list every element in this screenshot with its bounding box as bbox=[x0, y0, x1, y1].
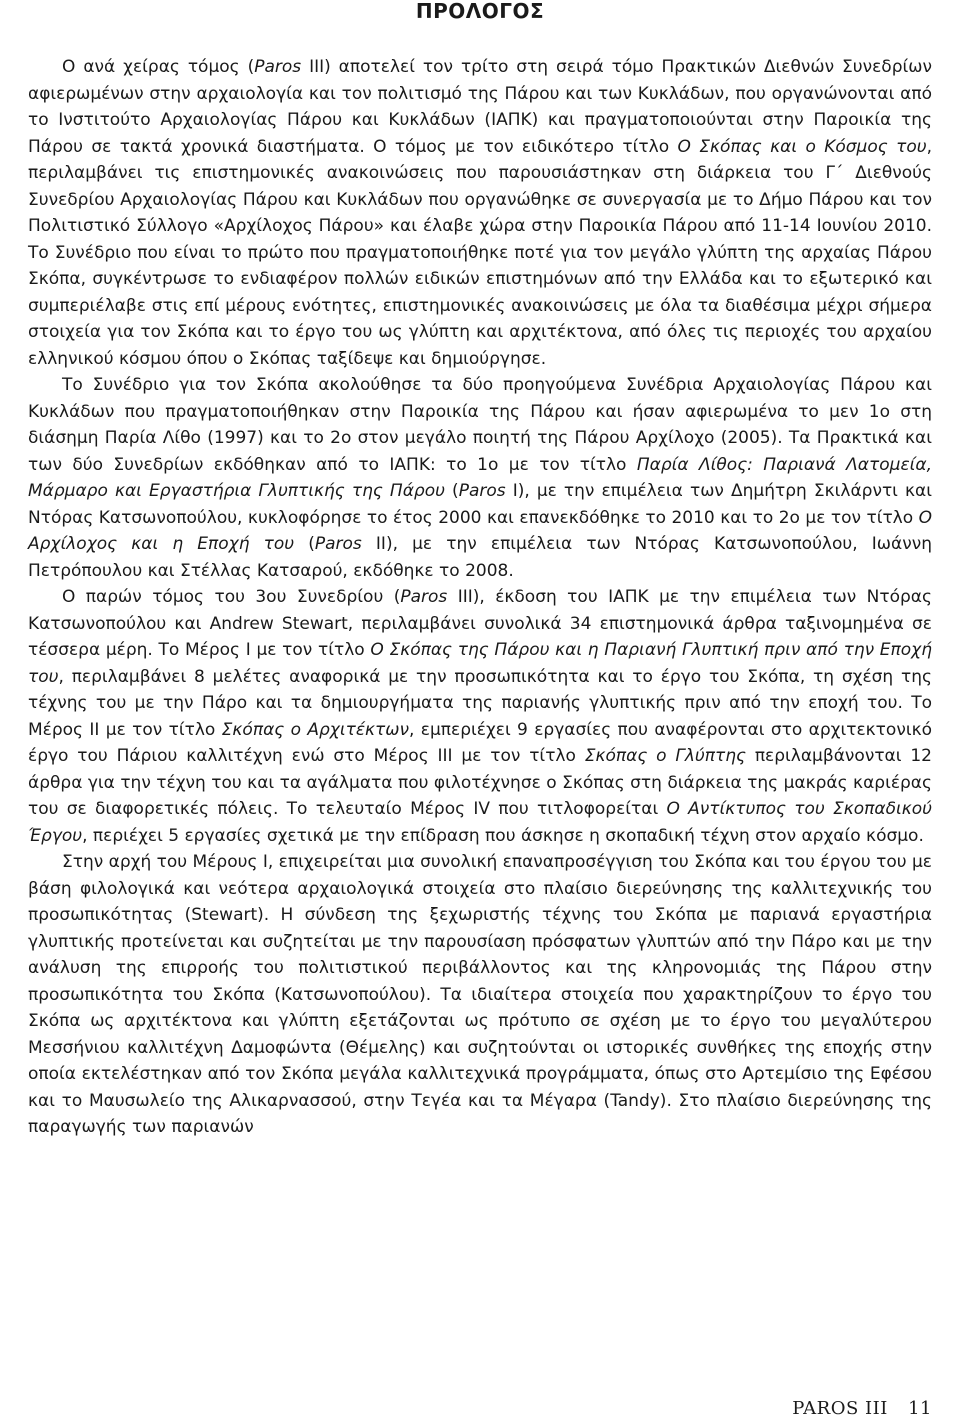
page-number: 11 bbox=[908, 1398, 932, 1419]
text-run: ( bbox=[294, 534, 315, 554]
paragraph bbox=[28, 849, 932, 1141]
italic-title: Σκόπας ο Αρχιτέκτων bbox=[221, 719, 410, 740]
text-run: περιλαμβάνονται 12 άρθρα για την τέχνη του και τα αγάλματα που φιλοτέχνησε ο Σκόπας στη διάρκεια της μακράς καριέρας του σε διαφορετικές πόλεις. Το τελευταίο Μέρος IV που τιτλοφορείται bbox=[28, 746, 932, 819]
text-run: Το Συνέδριο για τον Σκόπα ακολούθησε τα δύο προηγούμενα Συνέδρια Αρχαιολογίας Πάρου και Κυκλάδων που πραγματοποιήθηκαν στην Παροικία της Πάρου και ήσαν αφιερωμένα το μεν 1ο στη διάσημη Παρία Λίθο (1997) και το 2ο στον μεγάλο ποιητή της Πάρου Αρχίλοχο (2005). Τα Πρακτικά και των δύο Συνεδρίων εκδόθηκαν από το ΙΑΠΚ: το 1ο με τον τίτλο bbox=[28, 375, 932, 475]
italic-title: Ο Σκόπας και ο Κόσμος του bbox=[677, 136, 927, 157]
italic-title: Paros bbox=[254, 57, 302, 77]
paragraph bbox=[28, 54, 932, 372]
text-run: ( bbox=[444, 481, 459, 501]
italic-title: Σκόπας ο Γλύπτης bbox=[584, 746, 746, 766]
italic-title: Ο Σκόπας της Πάρου και η Παριανή Γλυπτική πριν από την Εποχή του bbox=[28, 640, 932, 687]
text-run: III) αποτελεί τον τρίτο στη σειρά τόμο Πρακτικών Διεθνών Συνεδρίων αφιερωμένων στην αρχαιολογία και τον πολιτισμό της Πάρου και των Κυκλάδων, που οργανώνονται από το Ινστιτούτο Αρχαιολογίας Πάρου και Κυκλάδων (ΙΑΠΚ) και πραγματοποιούνται στην Παροικία της Πάρου σε τακτά χρονικά διαστήματα. Ο τόμος με τον ειδικότερο τίτλο bbox=[28, 57, 932, 157]
italic-title: Paros bbox=[458, 481, 506, 501]
text-run: Ο παρών τόμος του 3ου Συνεδρίου ( bbox=[62, 587, 401, 607]
italic-title: Ο Αντίκτυπος του Σκοπαδικού Έργου bbox=[28, 799, 932, 846]
paragraph bbox=[28, 584, 932, 849]
paragraph bbox=[28, 372, 932, 584]
text-run: , περιέχει 5 εργασίες σχετικά με την επίδραση που άσκησε η σκοπαδική τέχνη στον αρχαίο κόσμο. bbox=[82, 825, 924, 846]
text-run: I), με την επιμέλεια των Δημήτρη Σκιλάρντι και Ντόρας Κατσωνοπούλου, κυκλοφόρησε το έτος 2000 και επανεκδόθηκε το 2010 και το 2ο με τον τίτλο bbox=[28, 481, 932, 528]
italic-title: Paros bbox=[400, 587, 448, 607]
footer-title: PAROS III bbox=[792, 1398, 888, 1419]
text-run: Στην αρχή του Μέρους Ι, επιχειρείται μια συνολική επαναπροσέγγιση του Σκόπα και του έργου του με βάση φιλολογικά και νεότερα αρχαιολογικά στοιχεία στο πλαίσιο διερεύνησης της καλλιτεχνικής του προσωπικότητας (Stewart). Η σύνδεση της ξεχωριστής τέχνης του Σκόπα με παριανά εργαστήρια γλυπτικής προτείνεται και συζητείται με την παρουσίαση πρόσφατων γλυπτών από την Πάρο και με την ανάλυση της επιρροής του πολιτιστικού περιβάλλοντος και της κληρονομιάς της Πάρου στην προσωπικότητα του Σκόπα (Κατσωνοπούλου). Τα ιδιαίτερα στοιχεία που χαρακτηρίζουν το έργο του Σκόπα ως αρχιτέκτονα και γλύπτη εξετάζονται ως πρότυπο σε σχέση με το έργο του μεγαλύτερου Μεσσήνιου καλλιτέχνη Δαμοφώντα (Θέμελης) και συζητούνται οι ιστορικές συνθήκες της εποχής στην οποία εκτελέστηκαν από τον Σκόπα μεγάλα καλλιτεχνικά προγράμματα, όπως στο Αρτεμίσιο της Εφέσου και το Μαυσωλείο της Αλικαρνασσού, στην Τεγέα και τα Μέγαρα (Tandy). Στο πλαίσιο διερεύνησης της παραγωγής των παριανών bbox=[28, 852, 932, 1137]
text-run: , περιλαμβάνει τις επιστημονικές ανακοινώσεις που παρουσιάστηκαν στη διάρκεια του Γ΄ Διεθνούς Συνεδρίου Αρχαιολογίας Πάρου και Κυκλάδων που οργανώθηκε σε συνεργασία με το Δήμο Πάρου και τον Πολιτιστικό Σύλλογο «Αρχίλοχος Πάρου» και έλαβε χώρα στην Παροικία Πάρου από 11-14 Ιουνίου 2010. Το Συνέδριο που είναι το πρώτο που πραγματοποιήθηκε ποτέ για τον μεγάλο γλύπτη της αρχαίας Πάρου Σκόπα, συγκέντρωσε το ενδιαφέρον πολλών ειδικών επιστημόνων από την Ελλάδα και το εξωτερικό και συμπεριέλαβε στις επί μέρους ενότητες, επιστημονικές ανακοινώσεις με όλα τα διαθέσιμα μέχρι σήμερα στοιχεία για τον Σκόπα και το έργο του ως γλύπτη και αρχιτέκτονα, από όλες τις περιοχές του αρχαίου ελληνικού κόσμου όπου ο Σκόπας ταξίδεψε και δημιούργησε. bbox=[28, 136, 932, 369]
page-footer bbox=[792, 1398, 932, 1419]
text-run: Ο ανά χείρας τόμος ( bbox=[62, 57, 255, 77]
page-title: ΠΡΟΛΟΓΟΣ bbox=[415, 0, 545, 23]
text-run: III), έκδοση του ΙΑΠΚ με την επιμέλεια των Ντόρας Κατσωνοπούλου και Andrew Stewart, περιλαμβάνει συνολικά 34 επιστημονικά άρθρα ταξινομημένα σε τέσσερα μέρη. Το Μέρος Ι με τον τίτλο bbox=[28, 587, 932, 660]
italic-title: Παρία Λίθος: Παριανά Λατομεία, Μάρμαρο και Εργαστήρια Γλυπτικής της Πάρου bbox=[28, 454, 933, 501]
italic-title: Paros bbox=[314, 534, 362, 554]
document-page bbox=[28, 0, 932, 1141]
text-run: , εμπεριέχει 9 εργασίες που αναφέρονται στο αρχιτεκτονικό έργο του Πάριου καλλιτέχνη ενώ στο Μέρος ΙΙΙ με τον τίτλο bbox=[28, 719, 932, 766]
body-text bbox=[28, 54, 932, 1141]
text-run: II), με την επιμέλεια των Ντόρας Κατσωνοπούλου, Ιωάννη Πετρόπουλου και Στέλλας Κατσαρού, εκδόθηκε το 2008. bbox=[28, 534, 932, 581]
italic-title: Ο Αρχίλοχος και η Εποχή του bbox=[28, 507, 932, 554]
text-run: , περιλαμβάνει 8 μελέτες αναφορικά με την προσωπικότητα και το έργο του Σκόπα, τη σχέση της τέχνης του με την Πάρο και τα δημιουργήματα της παριανής γλυπτικής πριν από την εποχή του. Το Μέρος ΙΙ με τον τίτλο bbox=[28, 666, 932, 740]
